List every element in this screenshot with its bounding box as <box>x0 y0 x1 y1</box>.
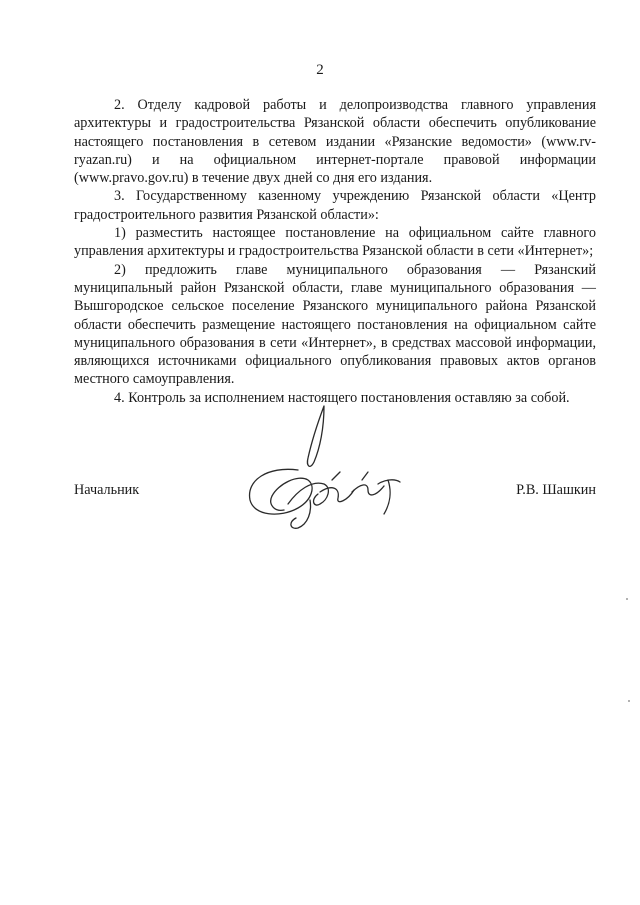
paragraph-item-3: 3. Государственному казенному учреждению Рязанской области «Центр градостроительного развития Рязанской области»: <box>74 188 596 223</box>
document-body <box>74 96 596 407</box>
paragraph-item-4: 4. Контроль за исполнением настоящего постановления оставляю за собой. <box>114 389 570 406</box>
signer-name: Р.В. Шашкин <box>516 482 596 498</box>
paragraph-subitem-1: 1) разместить настоящее постановление на официальном сайте главного управления архитектуры и градостроительства Рязанской области в сети «Интернет»; <box>74 225 596 260</box>
paragraph-item-2: 2. Отделу кадровой работы и делопроизводства главного управления архитектуры и градостроительства Рязанской области обеспечить опубликование настоящего постановления в сетевом издании «Рязанские ведомости» (www.rv-ryazan.ru) и на официальном интернет-портале правовой информации (www.pravo.gov.ru) в течение двух дней со дня его издания. <box>74 97 596 187</box>
page-number: 2 <box>316 62 324 78</box>
position-title: Начальник <box>74 482 140 498</box>
scan-speck <box>626 598 628 600</box>
handwritten-signature <box>228 400 418 530</box>
paragraph-subitem-2: 2) предложить главе муниципального образования — Рязанский муниципальный район Рязанской области, главе муниципального образования — Вышгородское сельское поселение Рязанского муниципального района Рязанской области обеспечить размещение настоящего постановления на официальном сайте муниципального образования в сети «Интернет», в средствах массовой информации, являющихся источниками официального опубликования правовых актов органов местного самоуправления. <box>74 261 596 388</box>
scan-speck <box>628 700 630 702</box>
